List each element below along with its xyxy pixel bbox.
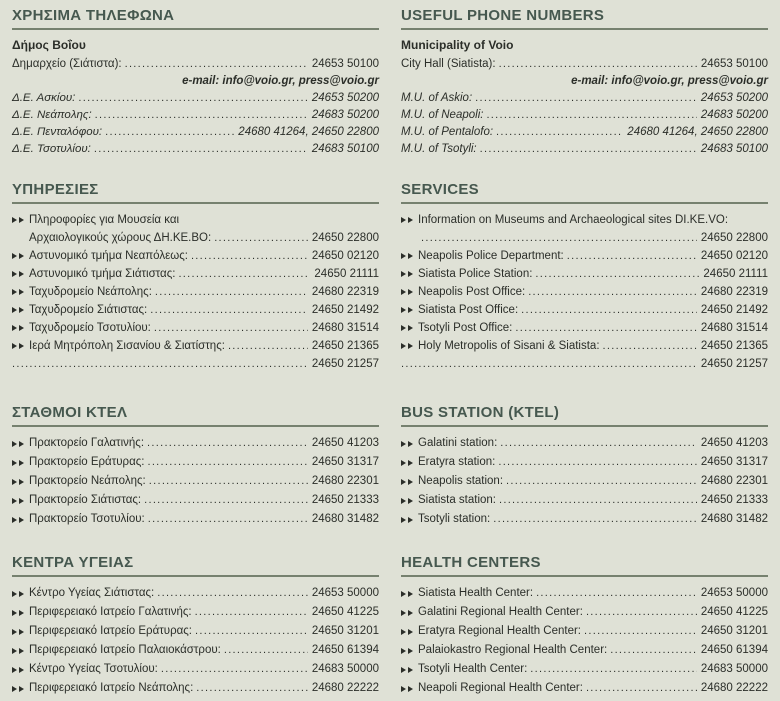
dot-leader [161, 660, 308, 679]
email-note: e-mail: info@voio.gr, press@voio.gr [182, 75, 379, 87]
double-right-arrow-icon [401, 648, 418, 654]
double-right-arrow-icon [12, 325, 29, 331]
entry-label: Πρακτορείο Γαλατινής: [29, 437, 145, 449]
phone-row [401, 141, 768, 158]
dot-leader [493, 510, 697, 529]
dot-leader [530, 660, 697, 679]
phone-number: 24653 50100 [700, 58, 768, 70]
phone-number: 24650 21257 [311, 358, 379, 370]
phone-number: 24680 22222 [311, 682, 379, 694]
dot-leader [586, 679, 697, 698]
section-title: HEALTH CENTERS [401, 554, 541, 571]
dot-leader [496, 124, 623, 141]
phone-row [12, 510, 379, 529]
entry-label: Tsotyli Post Office: [418, 322, 513, 334]
phone-number: 24680 41264, 24650 22800 [627, 126, 768, 138]
phone-number: 24650 41203 [311, 437, 379, 449]
entry-label: Αστυνομικό τμήμα Νεαπόλεως: [29, 250, 188, 262]
dot-leader [506, 472, 697, 491]
phone-row [401, 453, 768, 472]
phone-row [12, 584, 379, 603]
phone-row-wrapped-line1 [401, 211, 768, 229]
entry-label: Tsotyli station: [418, 513, 491, 525]
phone-number: 24683 50100 [700, 143, 768, 155]
phone-row [12, 453, 379, 472]
phone-number: 24650 31201 [311, 625, 379, 637]
phone-number: 24650 41203 [700, 437, 768, 449]
dot-leader [147, 453, 307, 472]
dot-leader [535, 265, 699, 283]
entry-label: Ιερά Μητρόπολη Σισανίου & Σιατίστης: [29, 340, 225, 352]
phone-row [12, 247, 379, 265]
phone-number: 24650 21333 [311, 494, 379, 506]
phone-number: 24650 21365 [700, 340, 768, 352]
entry-label: Πρακτορείο Νεάπολης: [29, 475, 146, 487]
double-right-arrow-icon [401, 629, 418, 635]
phone-number: 24650 41225 [700, 606, 768, 618]
phone-number: 24650 21111 [314, 268, 379, 280]
phone-number: 24650 21257 [700, 358, 768, 370]
phone-row [401, 491, 768, 510]
dot-leader [228, 337, 308, 355]
entry-label: Δημαρχείο (Σιάτιστα): [12, 58, 122, 70]
dot-leader [155, 283, 308, 301]
dot-leader [125, 56, 308, 73]
phone-number: 24653 50200 [311, 92, 379, 104]
entry-label: Siatista Police Station: [418, 268, 533, 280]
phone-number: 24650 31317 [311, 456, 379, 468]
phone-number: 24650 21492 [700, 304, 768, 316]
dot-leader [528, 283, 697, 301]
dot-leader [195, 603, 308, 622]
section-title: ΥΠΗΡΕΣΙΕΣ [12, 181, 99, 198]
entry-label: Eratyra Regional Health Center: [418, 625, 581, 637]
double-right-arrow-icon [12, 217, 29, 223]
dot-leader [521, 301, 697, 319]
phone-row-continuation [401, 355, 768, 373]
double-right-arrow-icon [401, 460, 418, 466]
entry-label: Δ.Ε. Ασκίου: [12, 92, 76, 104]
phone-row [12, 337, 379, 355]
section-services-en [401, 180, 768, 373]
dot-leader [584, 622, 697, 641]
entry-label: Περιφερειακό Ιατρείο Εράτυρας: [29, 625, 193, 637]
phone-row [401, 301, 768, 319]
section-divider [12, 425, 379, 427]
phone-row [401, 124, 768, 141]
dot-leader [147, 434, 308, 453]
section-title: ΣΤΑΘΜΟΙ ΚΤΕΛ [12, 404, 128, 421]
entry-label: Κέντρο Υγείας Τσοτυλίου: [29, 663, 158, 675]
dot-leader [191, 247, 308, 265]
entry-label: Siatista station: [418, 494, 496, 506]
phone-number: 24650 31317 [700, 456, 768, 468]
phone-row [12, 301, 379, 319]
phone-number: 24650 02120 [311, 250, 379, 262]
dot-leader [224, 641, 308, 660]
section-divider [401, 202, 768, 204]
section-divider [401, 425, 768, 427]
dot-leader [94, 141, 308, 158]
phone-row [12, 265, 379, 283]
dot-leader [500, 434, 697, 453]
phone-number: 24650 22800 [311, 232, 379, 244]
entry-label: Πρακτορείο Σιάτιστας: [29, 494, 142, 506]
phone-number: 24650 21111 [703, 268, 768, 280]
dot-leader [196, 679, 308, 698]
section-bus-stations-el [12, 403, 379, 529]
phone-row [401, 337, 768, 355]
phone-row [12, 107, 379, 124]
dot-leader [401, 355, 697, 373]
phone-number: 24653 50000 [311, 587, 379, 599]
entry-label: Πρακτορείο Τσοτυλίου: [29, 513, 145, 525]
phone-row [401, 679, 768, 698]
phone-number: 24683 50000 [311, 663, 379, 675]
dot-leader [154, 319, 308, 337]
dot-leader [157, 584, 308, 603]
double-right-arrow-icon [12, 498, 29, 504]
dot-leader [149, 472, 308, 491]
phone-number: 24683 50200 [311, 109, 379, 121]
section-divider [12, 575, 379, 577]
phone-number: 24650 61394 [311, 644, 379, 656]
phone-number: 24680 31514 [311, 322, 379, 334]
phone-number: 24683 50000 [700, 663, 768, 675]
entry-label: Siatista Post Office: [418, 304, 519, 316]
dot-leader [499, 56, 697, 73]
entry-label: Neapolis station: [418, 475, 504, 487]
entry-label: Περιφερειακό Ιατρείο Νεάπολης: [29, 682, 194, 694]
entry-label: Ταχυδρομείο Τσοτυλίου: [29, 322, 151, 334]
section-title: ΧΡΗΣΙΜΑ ΤΗΛΕΦΩΝΑ [12, 7, 175, 24]
double-right-arrow-icon [12, 667, 29, 673]
section-bus-stations-en [401, 403, 768, 529]
double-right-arrow-icon [401, 517, 418, 523]
phone-row [12, 472, 379, 491]
dot-leader [214, 229, 308, 247]
section-divider [401, 28, 768, 30]
double-right-arrow-icon [12, 648, 29, 654]
double-right-arrow-icon [12, 591, 29, 597]
entry-label: Siatista Health Center: [418, 587, 534, 599]
double-right-arrow-icon [12, 610, 29, 616]
dot-leader [536, 584, 697, 603]
phone-row [401, 283, 768, 301]
section-title: ΚΕΝΤΡΑ ΥΓΕΙΑΣ [12, 554, 134, 571]
municipality-name: Δήμος Βοΐου [12, 38, 86, 52]
dot-leader [144, 491, 308, 510]
phone-row [401, 56, 768, 73]
phone-row-wrapped-line2 [12, 229, 379, 247]
double-right-arrow-icon [12, 629, 29, 635]
double-right-arrow-icon [401, 479, 418, 485]
phone-number: 24653 50200 [700, 92, 768, 104]
phone-row [12, 603, 379, 622]
phone-row-continuation [12, 355, 379, 373]
phone-row [401, 247, 768, 265]
phone-number: 24680 22319 [311, 286, 379, 298]
double-right-arrow-icon [12, 441, 29, 447]
double-right-arrow-icon [12, 517, 29, 523]
phone-number: 24653 50000 [700, 587, 768, 599]
phone-row [12, 622, 379, 641]
phone-row [12, 90, 379, 107]
section-divider [401, 575, 768, 577]
phone-number: 24650 02120 [700, 250, 768, 262]
phone-number: 24650 22800 [700, 232, 768, 244]
double-right-arrow-icon [401, 307, 418, 313]
entry-label: Περιφερειακό Ιατρείο Παλαιοκάστρου: [29, 644, 221, 656]
phone-number: 24680 31482 [700, 513, 768, 525]
dot-leader [148, 510, 308, 529]
section-title: USEFUL PHONE NUMBERS [401, 7, 605, 24]
phone-number: 24683 50200 [700, 109, 768, 121]
section-title: BUS STATION (KTEL) [401, 404, 560, 421]
entry-label: Galatini Regional Health Center: [418, 606, 583, 618]
entry-label: Δ.Ε. Νεάπολης: [12, 109, 92, 121]
double-right-arrow-icon [401, 686, 418, 692]
dot-leader [12, 355, 308, 373]
email-note-row [401, 73, 768, 90]
dot-leader [498, 453, 697, 472]
municipality-name: Municipality of Voio [401, 38, 514, 52]
section-services-el [12, 180, 379, 373]
entry-label: Neapoli Regional Health Center: [418, 682, 583, 694]
dot-leader [567, 247, 697, 265]
phone-row [12, 660, 379, 679]
phone-number: 24650 21492 [311, 304, 379, 316]
dot-leader [150, 301, 308, 319]
phone-number: 24680 22301 [700, 475, 768, 487]
double-right-arrow-icon [12, 307, 29, 313]
section-title: SERVICES [401, 181, 479, 198]
phone-number: 24680 31482 [311, 513, 379, 525]
double-right-arrow-icon [12, 479, 29, 485]
phone-number: 24680 22319 [700, 286, 768, 298]
dot-leader [480, 141, 697, 158]
entry-label: M.U. of Pentalofo: [401, 126, 494, 138]
double-right-arrow-icon [401, 498, 418, 504]
phone-row-wrapped-line2 [401, 229, 768, 247]
entry-label: Galatini station: [418, 437, 498, 449]
dot-leader [610, 641, 697, 660]
phone-row [401, 319, 768, 337]
column-greek [12, 6, 379, 701]
phone-row [12, 491, 379, 510]
entry-label: Περιφερειακό Ιατρείο Γαλατινής: [29, 606, 192, 618]
phone-row [12, 283, 379, 301]
phone-row [401, 472, 768, 491]
entry-label: Eratyra station: [418, 456, 496, 468]
entry-label: Palaiokastro Regional Health Center: [418, 644, 608, 656]
phone-row [401, 622, 768, 641]
phone-row [12, 434, 379, 453]
double-right-arrow-icon [401, 610, 418, 616]
double-right-arrow-icon [12, 289, 29, 295]
phone-row [401, 107, 768, 124]
section-useful-phones-el [12, 6, 379, 158]
dot-leader [515, 319, 696, 337]
double-right-arrow-icon [12, 271, 29, 277]
section-health-centers-el [12, 553, 379, 698]
phone-number: 24680 31514 [700, 322, 768, 334]
phone-row [401, 603, 768, 622]
entry-label: Πρακτορείο Εράτυρας: [29, 456, 145, 468]
double-right-arrow-icon [401, 253, 418, 259]
phone-row [12, 141, 379, 158]
phone-row [12, 679, 379, 698]
phone-row [12, 319, 379, 337]
entry-label: Πληροφορίες για Μουσεία και [29, 214, 180, 226]
email-note-row [12, 73, 379, 90]
entry-label: M.U. of Askio: [401, 92, 473, 104]
entry-label: Δ.Ε. Πενταλόφου: [12, 126, 103, 138]
phone-number: 24680 22301 [311, 475, 379, 487]
phone-row [401, 641, 768, 660]
entry-label: Neapolis Police Department: [418, 250, 564, 262]
phone-row [401, 90, 768, 107]
dot-leader [195, 622, 308, 641]
double-right-arrow-icon [401, 441, 418, 447]
double-right-arrow-icon [12, 686, 29, 692]
entry-label: Tsotyli Health Center: [418, 663, 528, 675]
entry-label: M.U. of Tsotyli: [401, 143, 477, 155]
double-right-arrow-icon [401, 325, 418, 331]
phone-row [401, 584, 768, 603]
entry-label: Neapolis Post Office: [418, 286, 526, 298]
phone-row [12, 56, 379, 73]
entry-label: Holy Metropolis of Sisani & Siatista: [418, 340, 600, 352]
phone-number: 24680 22222 [700, 682, 768, 694]
double-right-arrow-icon [12, 460, 29, 466]
section-divider [12, 28, 379, 30]
double-right-arrow-icon [12, 253, 29, 259]
dot-leader [78, 90, 307, 107]
section-health-centers-en [401, 553, 768, 698]
phone-row [401, 265, 768, 283]
dot-leader [499, 491, 697, 510]
dot-leader [475, 90, 697, 107]
phone-number: 24653 50100 [311, 58, 379, 70]
phone-row [401, 510, 768, 529]
phone-row [12, 124, 379, 141]
entry-label: Αρχαιολογικούς χώρους ΔΗ.ΚΕ.ΒΟ: [29, 232, 212, 244]
double-right-arrow-icon [401, 271, 418, 277]
entry-label: Δ.Ε. Τσοτυλίου: [12, 143, 91, 155]
dot-leader [105, 124, 234, 141]
double-right-arrow-icon [12, 343, 29, 349]
phone-number: 24650 31201 [700, 625, 768, 637]
phone-number: 24650 41225 [311, 606, 379, 618]
dot-leader [95, 107, 308, 124]
phone-number: 24650 21365 [311, 340, 379, 352]
phone-number: 24683 50100 [311, 143, 379, 155]
phone-row [12, 641, 379, 660]
double-right-arrow-icon [401, 343, 418, 349]
phone-number: 24680 41264, 24650 22800 [238, 126, 379, 138]
dot-leader [178, 265, 310, 283]
entry-label: City Hall (Siatista): [401, 58, 496, 70]
double-right-arrow-icon [401, 289, 418, 295]
double-right-arrow-icon [401, 591, 418, 597]
entry-label: Κέντρο Υγείας Σιάτιστας: [29, 587, 155, 599]
entry-label: Ταχυδρομείο Σιάτιστας: [29, 304, 148, 316]
section-divider [12, 202, 379, 204]
section-useful-phones-en [401, 6, 768, 158]
phone-number: 24650 21333 [700, 494, 768, 506]
email-note: e-mail: info@voio.gr, press@voio.gr [571, 75, 768, 87]
entry-label: Αστυνομικό τμήμα Σιάτιστας: [29, 268, 176, 280]
column-english [401, 6, 768, 701]
entry-label: Ταχυδρομείο Νεάπολης: [29, 286, 152, 298]
dot-leader [421, 229, 697, 247]
dot-leader [486, 107, 696, 124]
phone-row-wrapped-line1 [12, 211, 379, 229]
dot-leader [586, 603, 697, 622]
double-right-arrow-icon [401, 667, 418, 673]
entry-label: Information on Museums and Archaeological sites DI.KE.VO: [418, 214, 729, 226]
phone-number: 24650 61394 [700, 644, 768, 656]
entry-label: M.U. of Neapoli: [401, 109, 484, 121]
dot-leader [603, 337, 697, 355]
phone-row [401, 660, 768, 679]
double-right-arrow-icon [401, 217, 418, 223]
phone-row [401, 434, 768, 453]
